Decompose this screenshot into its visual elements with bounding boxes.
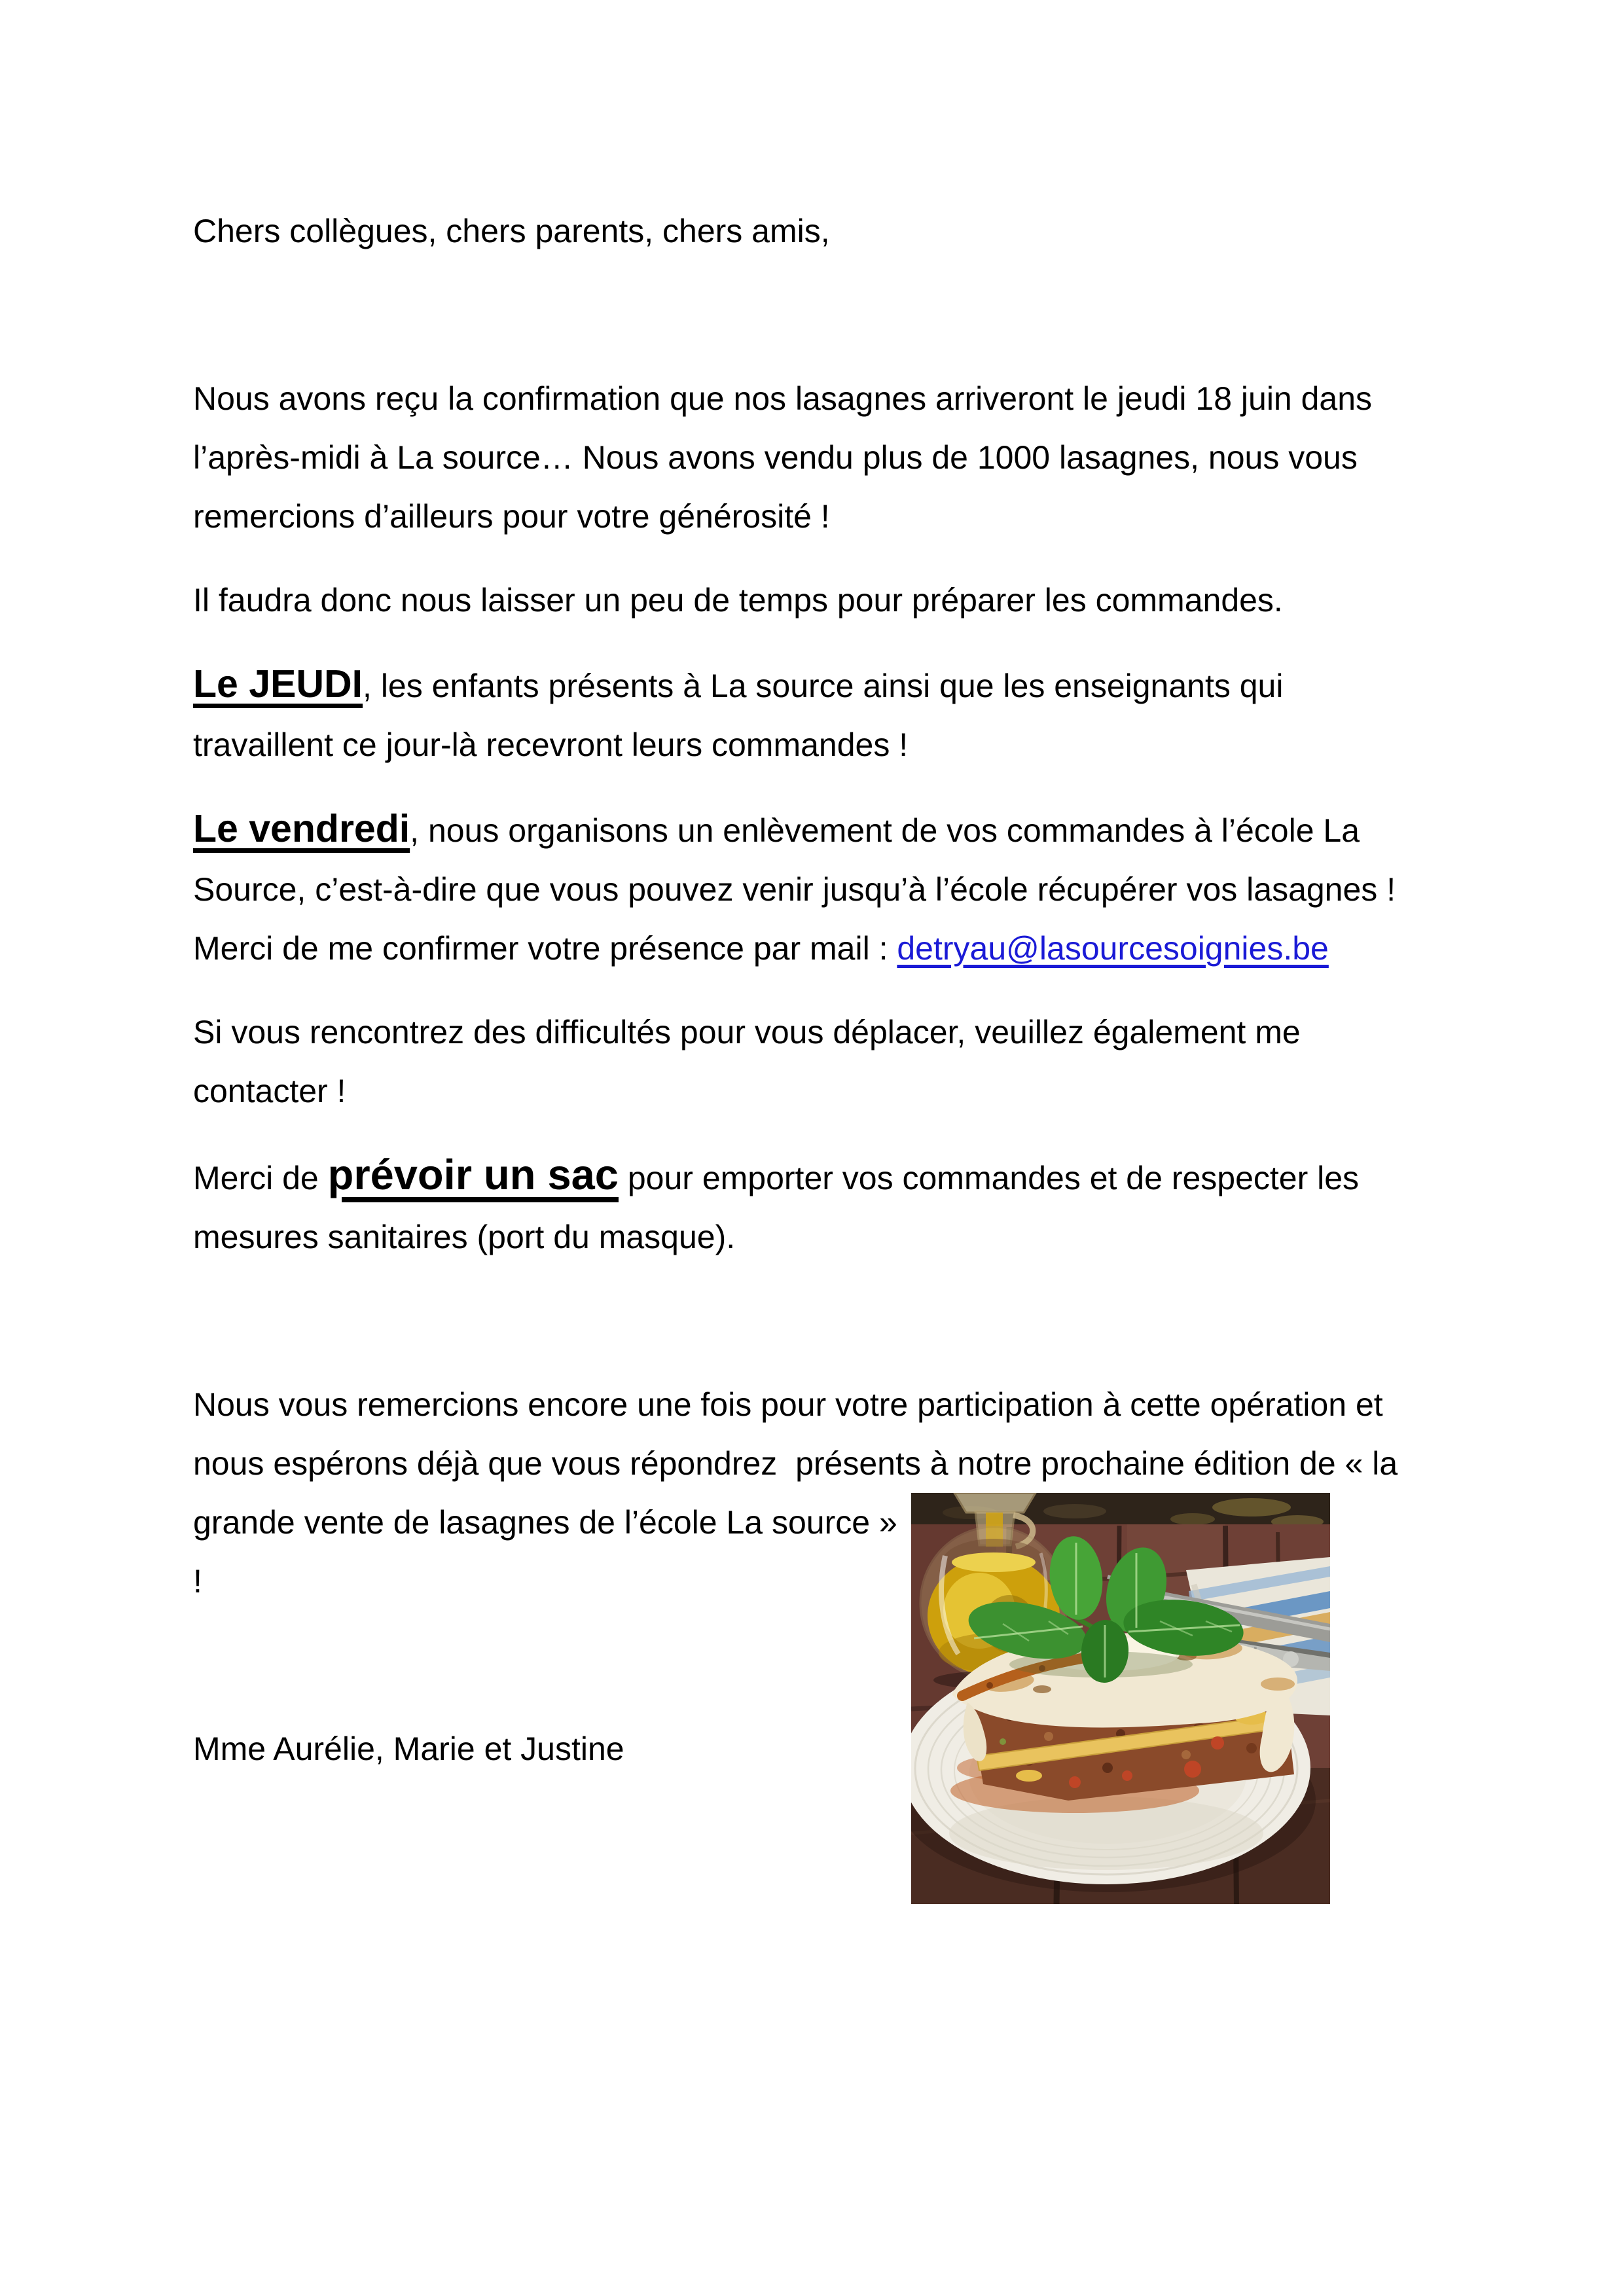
email-link[interactable]: detryau@lasourcesoignies.be [897, 930, 1329, 967]
signature-text: Mme Aurélie, Marie et Justine [193, 1731, 624, 1767]
jeudi-paragraph [193, 655, 1431, 774]
difficultes-paragraph [193, 1003, 1431, 1121]
sac-paragraph [193, 1145, 1431, 1266]
sac-emphasis: prévoir un sac [327, 1151, 619, 1198]
delai-text: Il faudra donc nous laisser un peu de temps pour préparer les commandes. [193, 582, 1283, 619]
jeudi-text: , les enfants présents à La source ainsi que les enseignants qui travaillent ce jour-là recevront leurs commandes ! [193, 668, 1293, 763]
confirmation-text: Nous avons reçu la confirmation que nos lasagnes arriveront le jeudi 18 juin dans l’après-midi à La source… Nous avons vendu plus de 1000 lasagnes, nous vous remercions d’ailleurs pour votre générosité ! [193, 380, 1381, 535]
vendredi-paragraph [193, 799, 1431, 978]
salutation [193, 202, 1431, 260]
confirmation-paragraph [193, 369, 1431, 546]
vendredi-text: , nous organisons un enlèvement de vos commandes à l’école La Source, c’est-à-dire que vous pouvez venir jusqu’à l’école récupérer vos lasagnes ! Merci de me confirmer votre présence par mail : [193, 812, 1405, 967]
jeudi-heading: Le JEUDI [193, 662, 363, 706]
blank-line [193, 285, 1431, 344]
closing-paragraph [193, 1375, 1431, 1611]
closing-text: Nous vous remercions encore une fois pour votre participation à cette opération et nous espérons déjà que vous répondrez présents à notre prochaine édition de « la grande vente de lasagnes de l’école La source » ! [193, 1386, 1407, 1600]
sac-before-text: Merci de [193, 1160, 328, 1196]
sac-after-text: pour emporter vos commandes et de respecter les mesures sanitaires (port du masque). [193, 1160, 1368, 1255]
blank-line [193, 1291, 1431, 1350]
delai-paragraph [193, 571, 1431, 630]
vendredi-heading: Le vendredi [193, 807, 410, 850]
difficultes-text: Si vous rencontrez des difficultés pour vous déplacer, veuillez également me contacter ! [193, 1014, 1310, 1109]
salutation-text: Chers collègues, chers parents, chers amis, [193, 213, 830, 249]
